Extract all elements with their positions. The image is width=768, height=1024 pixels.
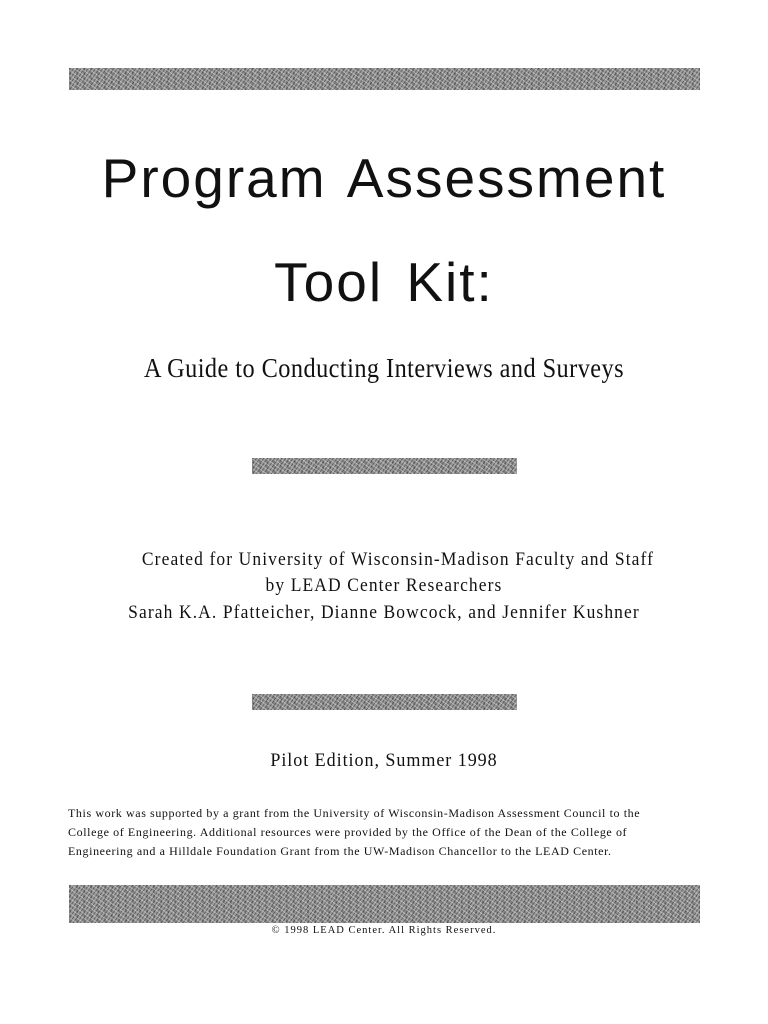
support-statement-line-3: Engineering and a Hilldale Foundation Grant from the UW-Madison Chancellor to the LEAD Center.: [68, 844, 612, 858]
top-decorative-bar: [69, 68, 700, 90]
support-statement-line-1: This work was supported by a grant from the University of Wisconsin-Madison Assessment Council to the: [68, 806, 641, 820]
document-subtitle: A Guide to Conducting Interviews and Surveys: [143, 353, 625, 383]
upper-divider-bar: [252, 458, 517, 474]
copyright-notice: © 1998 LEAD Center. All Rights Reserved.: [271, 925, 497, 936]
bottom-decorative-bar: [69, 885, 700, 923]
lower-divider-bar: [252, 694, 517, 710]
credit-line-authors: Sarah K.A. Pfatteicher, Dianne Bowcock, and Jennifer Kushner: [128, 602, 640, 623]
edition-label: Pilot Edition, Summer 1998: [270, 750, 498, 771]
credit-line-researchers: by LEAD Center Researchers: [265, 575, 503, 596]
support-statement-line-2: College of Engineering. Additional resources were provided by the Office of the Dean of the College of: [68, 825, 628, 839]
document-title-line-2: Tool Kit:: [274, 251, 494, 313]
document-title-line-1: Program Assessment: [101, 147, 667, 209]
credit-line-created-for: Created for University of Wisconsin-Madison Faculty and Staff: [141, 549, 655, 570]
